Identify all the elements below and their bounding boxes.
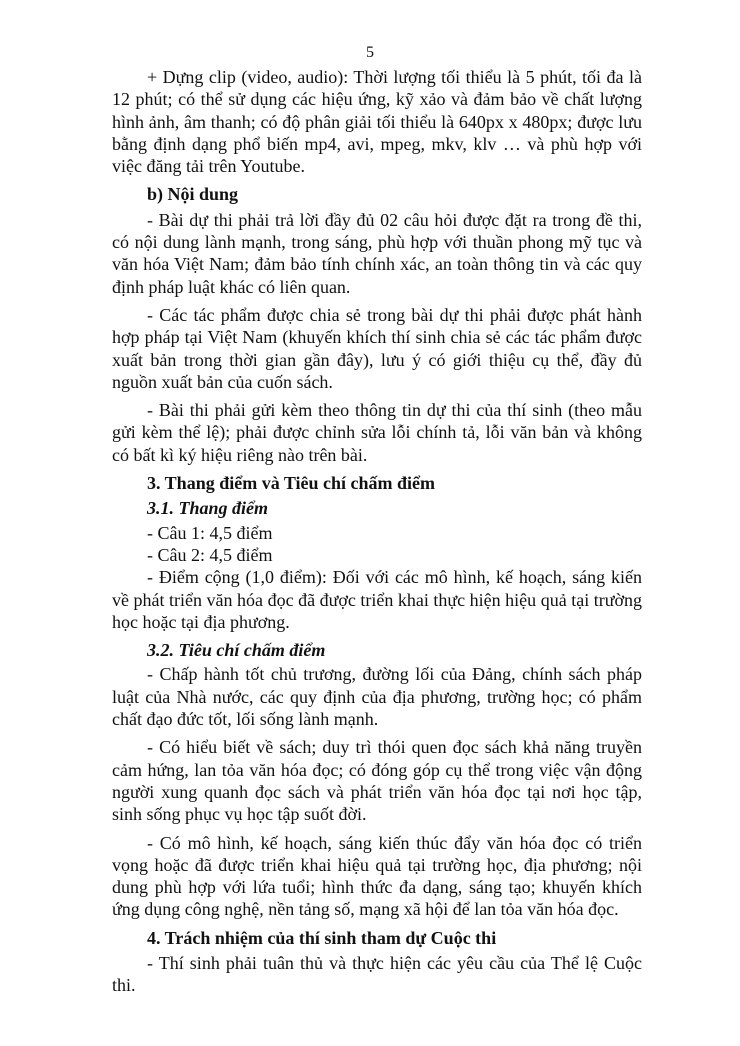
submission-info-paragraph: - Bài thi phải gửi kèm theo thông tin dự thi của thí sinh (theo mẫu gửi kèm thể lệ); phải được chỉnh sửa lỗi chính tả, lỗi văn bản và không có bất kì ký hiệu riêng nào trên bài.: [112, 400, 642, 465]
criteria-reading-paragraph: - Có hiểu biết về sách; duy trì thói quen đọc sách khả năng truyền cảm hứng, lan tỏa văn hóa đọc; có đóng góp cụ thể trong việc vận động người xung quanh đọc sách và phát triển văn hóa đọc tại nơi học tập, sinh sống phục vụ học tập suốt đời.: [112, 737, 642, 825]
responsibility-paragraph: - Thí sinh phải tuân thủ và thực hiện các yêu cầu của Thể lệ Cuộc thi.: [112, 952, 642, 996]
section-heading-scoring: 3. Thang điểm và Tiêu chí chấm điểm: [147, 473, 436, 494]
criteria-compliance-paragraph: - Chấp hành tốt chủ trương, đường lối của Đảng, chính sách pháp luật của Nhà nước, các quy định của địa phương, trường học; có phẩm chất đạo đức tốt, lối sống lành mạnh.: [112, 664, 642, 730]
subheading-score-scale: 3.1. Thang điểm: [147, 498, 269, 519]
shared-works-paragraph: - Các tác phẩm được chia sẻ trong bài dự thi phải được phát hành hợp pháp tại Việt Nam (khuyến khích thí sinh chia sẻ các tác phẩm được xuất bản trong thời gian gần đây), lưu ý có giới thiệu cụ thể, đầy đủ nguồn xuất bản của cuốn sách.: [112, 304, 642, 392]
content-requirement-paragraph: - Bài dự thi phải trả lời đầy đủ 02 câu hỏi được đặt ra trong đề thi, có nội dung lành mạnh, trong sáng, phù hợp với thuần phong mỹ tục và văn hóa Việt Nam; đảm bảo tính chính xác, an toàn thông tin và các quy định pháp luật khác có liên quan.: [112, 209, 642, 297]
criteria-model-paragraph: - Có mô hình, kế hoạch, sáng kiến thúc đẩy văn hóa đọc có triển vọng hoặc đã được triển khai hiệu quả tại trường học, địa phương; nội dung phù hợp với lứa tuổi; hình thức đa dạng, sáng tạo; khuyến khích ứng dụng công nghệ, nền tảng số, mạng xã hội để lan tỏa văn hóa đọc.: [112, 832, 642, 920]
document-body: [112, 66, 642, 1003]
section-heading-content: b) Nội dung: [147, 184, 239, 205]
score-question-2: - Câu 2: 4,5 điểm: [147, 544, 273, 565]
subheading-criteria: 3.2. Tiêu chí chấm điểm: [147, 640, 326, 661]
clip-requirements-paragraph: + Dựng clip (video, audio): Thời lượng tối thiểu là 5 phút, tối đa là 12 phút; có thể sử dụng các hiệu ứng, kỹ xảo và đảm bảo về chất lượng hình ảnh, âm thanh; có độ phân giải tối thiểu là 640px x 480px; được lưu bằng định dạng phổ biến mp4, avi, mpeg, mkv, klv … và phù hợp với việc đăng tải trên Youtube.: [112, 67, 642, 177]
page-number: 5: [366, 44, 374, 61]
score-question-1: - Câu 1: 4,5 điểm: [147, 522, 273, 543]
bonus-points-paragraph: - Điểm cộng (1,0 điểm): Đối với các mô hình, kế hoạch, sáng kiến về phát triển văn hóa đọc đã được triển khai thực hiện hiệu quả tại trường học hoặc tại địa phương.: [112, 567, 642, 632]
section-heading-responsibility: 4. Trách nhiệm của thí sinh tham dự Cuộc thi: [147, 927, 497, 948]
